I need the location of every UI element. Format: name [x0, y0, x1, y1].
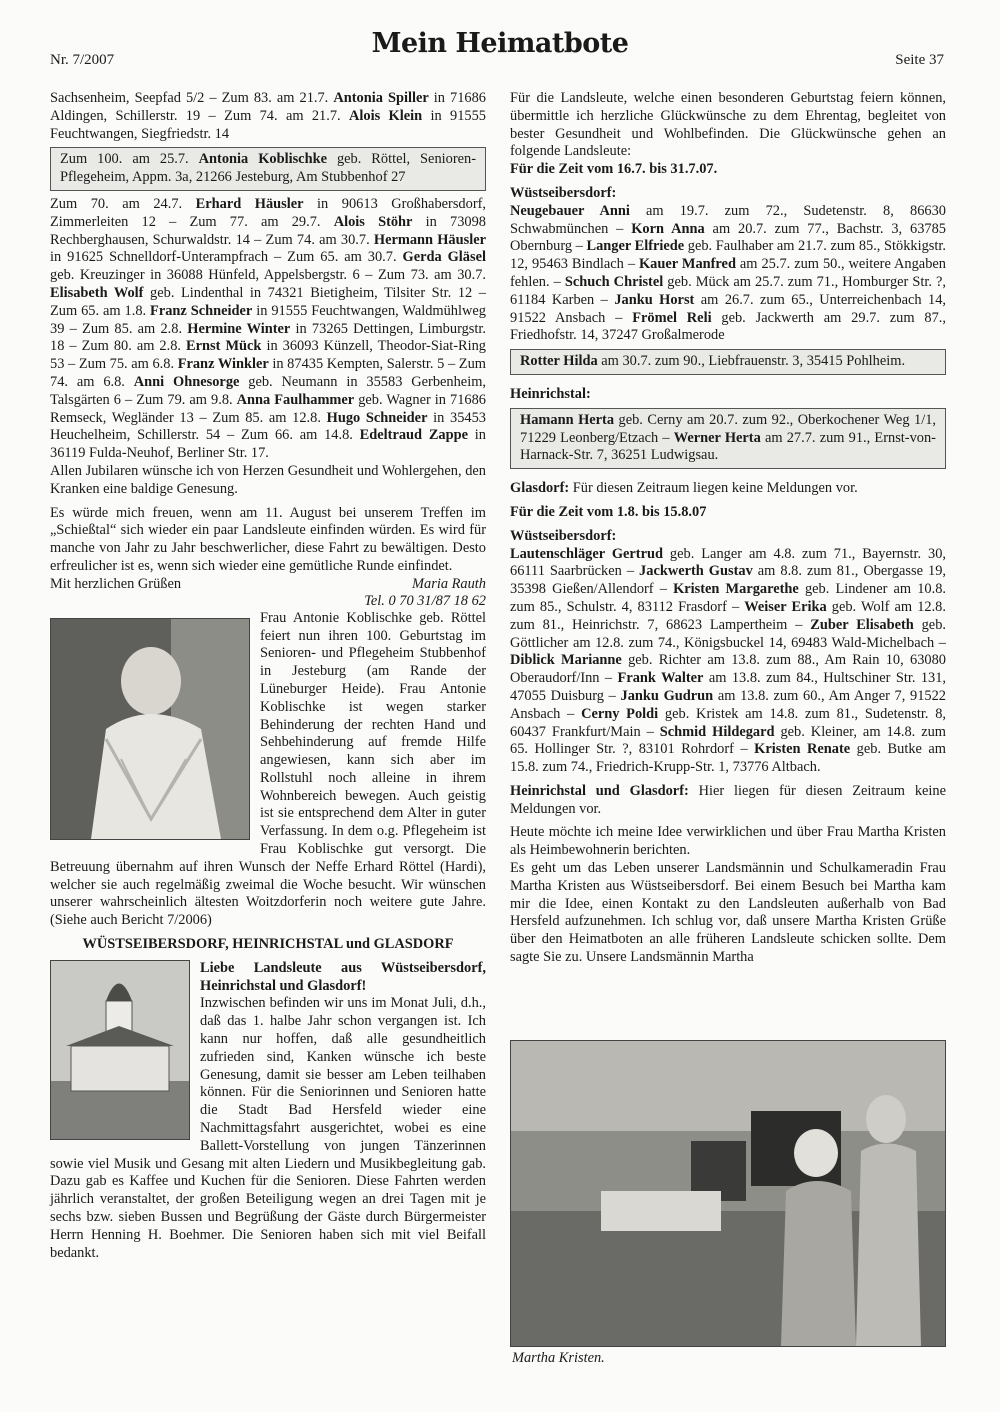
photo-martha-kristen — [510, 1040, 946, 1347]
koblischke-story: Frau Antonie Koblischke geb. Röttel feiert nun ihren 100. Geburtstag im Senioren- und Pflegeheim Stubbenhof in Jesteburg (am Rande der Lüneburger Heide). Frau Antonie Koblischke ist wegen starker Behinderung der rechten Hand und Sehbehinderung auf fremde Hilfe angewiesen, kann sich aber im Rollstuhl noch alleine in ihrem Wohnbereich bewegen. Auch geistig ist sie entsprechend dem Alter in guter Verfassung. In dem o.g. Pflegeheim ist Frau Koblischke gut versorgt. Die Betreuung übernahm auf ihren Wunsch der Neffe Erhard Röttel (Hardi), welcher sie auch regelmäßig zweimal die Woche besucht. Wir wünschen unserer wahrscheinlich ältesten Woitzdorferin noch weitere gute Jahre. (Siehe auch Bericht 7/2006) — [50, 609, 486, 929]
wishes-paragraph: Allen Jubilaren wünsche ich von Herzen Gesundheit und Wohlergehen, den Kranken eine baldige Genesung. — [50, 462, 486, 497]
text-run: Zum 100. am 25.7. — [60, 151, 199, 168]
person-name: Hermine Winter — [187, 320, 291, 337]
text-run: am 13.8. zum 84., Hultschiner Str. 131, 47055 Duisburg – — [510, 670, 947, 704]
signer-name: Maria Rauth — [412, 575, 486, 592]
text-run: in 90613 Großhabersdorf, Zimmerleiten 12 – Zum 77. am 29.7. — [50, 195, 486, 230]
person-name: Franz Winkler — [177, 356, 269, 373]
text-run: am 25.7. zum 50., weitere Angaben fehlen. – — [510, 256, 946, 290]
person-name: Weiser Erika — [744, 598, 827, 615]
text-run: in 91625 Schnelldorf-Unterampfrach – Zum 65. am 30.7. — [50, 249, 403, 266]
village-heading-heinrichstal: Heinrichstal: — [510, 385, 591, 402]
text-run: geb. Kristek am 14.8. zum 81., Sudetenstr. 8, 60437 Frankfurt/Main – — [510, 705, 947, 740]
text-run: am 26.7. zum 65., Unterreichenbach 14, 91522 Ansbach – — [510, 291, 946, 326]
person-name: Diblick Marianne — [510, 652, 622, 669]
right-column — [510, 90, 946, 967]
person-name: Kristen Renate — [754, 741, 851, 758]
meeting-paragraph: Es würde mich freuen, wenn am 11. August bei unserem Treffen im „Schießtal“ sich wieder ein paar Landsleute einfinden würden. Es wird für manche von Jahr zu Jahr beschwerlicher, diese Fahrt zu bewältigen. Desto erfreulicher ist es, wenn sich wieder eine gemütliche Runde einfindet. — [50, 504, 486, 574]
signer-phone: Tel. 0 70 31/87 18 62 — [364, 592, 486, 609]
left-column — [50, 90, 486, 1262]
highlight-box-heinrichstal — [510, 408, 946, 469]
text-run: geb. Röttel, Senioren-Pflegeheim, Appm. 3a, 21266 Jesteburg, Am Stubbenhof 27 — [60, 151, 476, 186]
text-run: in 91555 Feuchtwangen, Waldmühlweg 39 – Zum 85. am 2.8. — [50, 302, 486, 337]
person-name: Glasdorf: — [510, 480, 570, 497]
text-run: geb. Faulhaber am 21.7. zum 85., Stökkigstr. 12, 95463 Bindlach – — [510, 238, 946, 273]
person-name: Elisabeth Wolf — [50, 284, 144, 301]
person-name: Alois Stöhr — [333, 213, 413, 230]
person-name: Zuber Elisabeth — [810, 616, 914, 633]
highlight-box-rotter — [510, 349, 946, 375]
text-run: am 27.7. zum 91., Ernst-von-Harnack-Str. 7, 36251 Ludwigsau. — [520, 429, 936, 464]
text-run: geb. Butke am 15.8. zum 74., Friedrich-Krupp-Str. 1, 73776 Altbach. — [510, 741, 946, 776]
person-name: Jackwerth Gustav — [639, 563, 753, 580]
person-name: Franz Schneider — [150, 302, 253, 319]
person-name: Kristen Margarethe — [673, 581, 799, 598]
text-run: Sachsenheim, Seepfad 5/2 – Zum 83. am 21.7. — [50, 90, 334, 106]
person-name: Hermann Häusler — [373, 231, 486, 248]
person-name: Lautenschläger Gertrud — [510, 545, 663, 562]
birthday-list-wuestseibersdorf — [510, 203, 946, 345]
text-run: in 36119 Fulda-Neuhof, Berliner Str. 17. — [50, 427, 486, 462]
text-run: am 20.7. zum 77., Bachstr. 3, 63785 Obernburg – — [510, 220, 946, 255]
person-name: Janku Horst — [614, 291, 695, 308]
person-name: Schmid Hildegard — [659, 723, 775, 740]
text-run: in 36093 Künzell, Theodor-Siat-Ring 53 – Zum 75. am 6.8. — [50, 338, 486, 373]
birthday-list — [50, 196, 486, 463]
period-heading-2: Für die Zeit vom 1.8. bis 15.8.07 — [510, 503, 707, 520]
person-name: Heinrichstal und Glasdorf: — [510, 782, 689, 799]
text-run: in 35453 Heuchelheim, Schillerstr. 54 – Zum 66. am 14.8. — [50, 409, 487, 444]
person-name: Anni Ohnesorge — [133, 373, 240, 390]
text-run: geb. Neumann in 35583 Gerbenheim, Talsgärten 6 – Zum 79. am 9.8. — [50, 373, 486, 408]
text-run: geb. Mück am 25.7. zum 71., Homburger Str. ?, 61184 Karben – — [510, 273, 946, 308]
birthday-list-continued — [50, 90, 486, 143]
text-run: geb. Jackwerth am 29.7. zum 87., Friedhofstr. 14, 37247 Großalmerode — [510, 309, 946, 344]
text-run: geb. Kleiner, am 14.8. zum 65. Hollinger Str. ?, 83101 Rohrdorf – — [510, 723, 946, 758]
person-name: Janku Gudrun — [620, 687, 714, 704]
text-run: geb. Göttlicher am 12.8. zum 74., Königsbuckel 14, 69483 Wald-Michelbach – — [510, 616, 946, 651]
text-run: in 91555 Feuchtwangen, Siegfriedstr. 14 — [50, 107, 486, 142]
photo-caption: Martha Kristen. — [512, 1350, 605, 1366]
person-name: Schuch Christel — [564, 273, 664, 290]
village-heading-wuestseibersdorf: Wüstseibersdorf: — [510, 184, 617, 201]
text-run: in 73265 Dettingen, Limburgstr. 18 – Zum 80. am 2.8. — [50, 320, 486, 355]
text-run: geb. Langer am 4.8. zum 71., Bayernstr. 30, 66111 Saarbrücken – — [510, 545, 946, 580]
text-run: am 8.8. zum 81., Obergasse 19, 35398 Gießen/Allendorf – — [510, 563, 946, 598]
person-name: Gerda Gläsel — [402, 249, 486, 266]
person-name: Edeltraud Zappe — [359, 427, 469, 444]
highlight-box-100th — [50, 147, 486, 191]
intro-paragraph: Für die Landsleute, welche einen besonderen Geburtstag feiern können, übermittle ich herzliche Glückwünsche zu dem Ehrentag, begleitet von bester Gesundheit und Wohlbefinden. Die Glückwünsche gehen an folgende Landsleute: — [510, 90, 946, 160]
village-heading-wuestseibersdorf-2: Wüstseibersdorf: — [510, 527, 617, 544]
text-run: geb. Lindenthal in 74321 Bietigheim, Tilsiter Str. 12 – Zum 65. am 1.8. — [50, 284, 486, 319]
person-name: Cerny Poldi — [581, 705, 659, 722]
person-name: Antonia Koblischke — [198, 151, 327, 168]
text-run: in 71686 Aldingen, Schillerstr. 19 – Zum 74. am 21.7. — [50, 90, 486, 124]
text-run: geb. Wagner in 71686 Remseck, Wegländer 13 – Zum 85. am 12.8. — [50, 391, 486, 426]
person-name: Korn Anna — [631, 220, 705, 237]
person-name: Antonia Spiller — [333, 90, 429, 106]
photo-antonie-koblischke — [50, 618, 250, 840]
masthead-title: Mein Heimatbote — [371, 28, 629, 59]
text-run: geb. Richter am 13.8. zum 88., Am Rain 10, 63080 Oberaudorf/Inn – — [510, 652, 946, 687]
section-heading: WÜSTSEIBERSDORF, HEINRICHSTAL und GLASDORF — [82, 936, 454, 953]
birthday-list-wuestseibersdorf-2 — [510, 546, 946, 777]
text-run: am 30.7. zum 90., Liebfrauenstr. 3, 35415 Pohlheim. — [597, 353, 906, 370]
text-run: Zum 70. am 24.7. — [50, 195, 196, 212]
text-run: am 13.8. zum 60., Am Anger 7, 91522 Ansbach – — [510, 687, 946, 722]
letter-heading: Liebe Landsleute aus Wüstseibersdorf, Heinrichstal und Glasdorf! — [200, 959, 486, 994]
person-name: Hamann Herta — [520, 411, 615, 428]
text-run: Hier liegen für diesen Zeitraum keine Meldungen vor. — [510, 782, 946, 817]
person-name: Neugebauer Anni — [510, 202, 630, 219]
text-run: in 73098 Rechberghausen, Schurwaldstr. 14 – Zum 74. am 30.7. — [50, 213, 486, 248]
person-name: Erhard Häusler — [195, 195, 304, 212]
martha-intro: Heute möchte ich meine Idee verwirklichen und über Frau Martha Kristen als Heimbewohnerin berichten. — [510, 824, 946, 859]
person-name: Hugo Schneider — [326, 409, 428, 426]
person-name: Ernst Mück — [186, 338, 262, 355]
greeting: Mit herzlichen Grüßen — [50, 575, 182, 592]
text-run: geb. Wolf am 12.8. zum 81., Heinrichstr. 7, 68623 Lampertheim – — [510, 598, 946, 633]
signature-block — [50, 576, 486, 610]
text-run: geb. Kreuzinger in 36088 Hünfeld, Appelsbergstr. 6 – Zum 73. am 30.7. — [50, 267, 486, 284]
person-name: Frank Walter — [617, 670, 704, 687]
page-number: Seite 37 — [895, 52, 944, 68]
text-run: geb. Cerny am 20.7. zum 92., Oberkochener Weg 1/1, 71229 Leonberg/Etzach – — [520, 411, 936, 446]
person-name: Werner Herta — [673, 429, 761, 446]
photo-church — [50, 960, 190, 1140]
person-name: Rotter Hilda — [520, 353, 598, 370]
letter-body: Inzwischen befinden wir uns im Monat Juli, d.h., daß das 1. halbe Jahr schon vergangen ist. Ich kann nur hoffen, daß alle gesundheitlich zufrieden sind, Kanken wünsche ich beste Genesung, damit sie besser am Leben teilhaben können. Für die Seniorinnen und Senioren hatte die Stadt Bad Hersfeld wieder eine Nachmittagsfahrt ausgerichtet, wobei es eine Ballett-Vorstellung von jungen Tänzerinnen sowie viel Musik und Gesang mit alten Liedern und Musikbegleitung gab. Dazu gab es Kaffee und Kuchen für die Senioren. Diese Fahrten werden jährlich veranstaltet, der großen Beteiligung wegen an drei Tagen mit je sechs bzw. sieben Bussen und Begrüßung der Gäste durch Bürgermeister Herrn Henning H. Boehmer. Die Senioren haben sich mit viel Beifall bedankt. — [50, 995, 486, 1261]
issue-number: Nr. 7/2007 — [50, 52, 115, 68]
person-name: Anna Faulhammer — [236, 391, 355, 408]
text-run: am 19.7. zum 72., Sudetenstr. 8, 86630 Schwabmünchen – — [510, 202, 946, 237]
text-run: geb. Lindener am 10.8. zum 85., Schulstr. 4, 83112 Frasdorf – — [510, 581, 946, 615]
person-name: Alois Klein — [349, 107, 423, 124]
heinrichstal-glasdorf-note — [510, 783, 946, 819]
person-name: Frömel Reli — [632, 309, 712, 326]
glasdorf-note — [510, 480, 946, 498]
person-name: Langer Elfriede — [586, 238, 685, 255]
text-run: Für diesen Zeitraum liegen keine Meldungen vor. — [569, 480, 858, 497]
text-run: in 87435 Kempten, Salerstr. 5 – Zum 74. am 6.8. — [50, 356, 486, 390]
martha-story: Es geht um das Leben unserer Landsmännin und Schulkameradin Frau Martha Kristen aus Wüstseibersdorf. Bei einem Besuch bei Martha kam mir die Idee, einen Kontakt zu den Landsleuten außerhalb von Bad Hersfeld aufzunehmen. Ich schlug vor, daß unsere Martha Kristen Grüße über den Heimatboten an alle früheren Landsleute schicken sollte. Dem sagte Sie zu. Unsere Landsmännin Martha — [510, 860, 946, 966]
person-name: Kauer Manfred — [638, 256, 736, 273]
period-heading-1: Für die Zeit vom 16.7. bis 31.7.07. — [510, 161, 718, 178]
